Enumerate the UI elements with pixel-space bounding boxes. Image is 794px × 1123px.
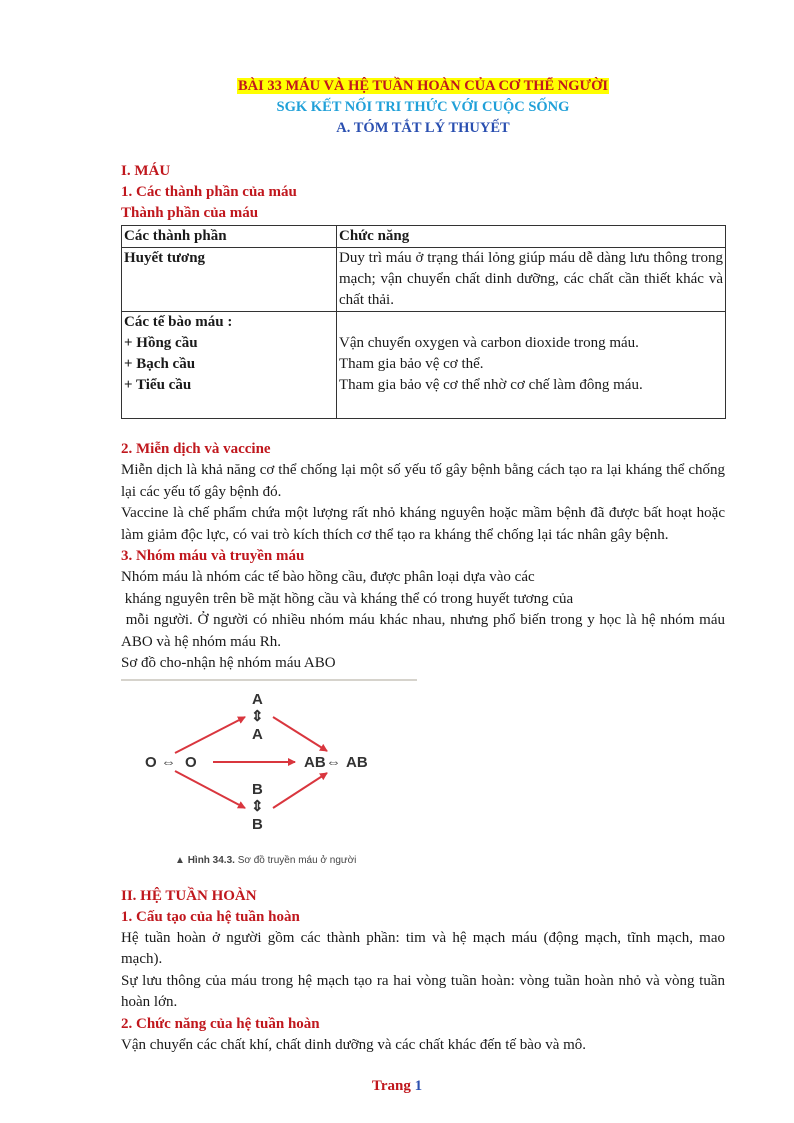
subheading-function: 2. Chức năng của hệ tuần hoàn [121,1015,320,1032]
heading-blood: I. MÁU [121,163,171,179]
paragraph: Vaccine là chế phẩm chứa một lượng rất nhỏ kháng nguyên hoặc mầm bệnh đã được bất hoạt hoặc làm giảm độc lực, có vai trò kích thích cơ thể tạo ra kháng thể chống lại tác nhân gây bệnh. [121,505,725,543]
vert-arrow-b: ⇕ [251,797,264,815]
cell-line: + Hồng cầu [124,335,198,351]
table-cell [337,312,726,419]
page-number: 1 [414,1078,423,1094]
textbook-subtitle: SGK KẾT NỐI TRI THỨC VỚI CUỘC SỐNG [276,99,570,115]
label-o-left: O [145,753,157,771]
subheading-structure: 1. Cấu tạo của hệ tuần hoàn [121,908,300,925]
page-content [121,76,728,1056]
arrow-b-to-ab [273,773,327,808]
table-cell: Huyết tương [122,248,337,312]
cell-line: Các tế bào máu : [124,314,233,330]
arrow-o-to-b [175,771,245,808]
cell-line: + Tiểu cầu [124,377,192,393]
vert-arrow-a: ⇕ [251,707,264,725]
paragraph: Miễn dịch là khả năng cơ thể chống lại một số yếu tố gây bệnh bằng cách tạo ra lại kháng thể chống lại các yếu tố gây bệnh đó. [121,462,725,500]
blood-components-table [121,225,726,419]
paragraph: Vận chuyển các chất khí, chất dinh dưỡng và các chất khác đến tế bào và mô. [121,1036,587,1053]
diagram-svg [145,687,385,857]
double-arrow-o: ⇔ [161,753,176,771]
section-title: A. TÓM TẮT LÝ THUYẾT [336,120,510,136]
caption-label: Hình 34.3. [187,854,235,866]
subheading-blood-groups: 3. Nhóm máu và truyền máu [121,548,305,564]
table-cell [122,312,337,419]
cell-line: + Bạch cầu [124,356,196,372]
paragraph: Hệ tuần hoàn ở người gồm các thành phần: tim và hệ mạch máu (động mạch, tĩnh mạch, mao mạch). [121,929,725,967]
paragraph-line: kháng nguyên trên bề mặt hồng cầu và kháng thể có trong huyết tương của [121,590,574,607]
label-a-top: A [252,690,263,708]
triangle-icon: ▲ [175,854,185,866]
subheading-blood-components: 1. Các thành phần của máu [121,184,297,200]
lesson-title: BÀI 33 MÁU VÀ HỆ TUẦN HOÀN CỦA CƠ THỂ NGƯỜI [237,78,609,94]
paragraph: mỗi người. Ở người có nhiều nhóm máu khác nhau, nhưng phổ biến trong y học là hệ nhóm máu ABO và hệ nhóm máu Rh. [121,612,728,650]
label-o-right: O [185,753,197,771]
arrow-a-to-ab [273,717,327,751]
label-ab-right: AB [346,753,368,771]
abo-transfusion-diagram [145,687,385,857]
page-footer [0,1078,794,1095]
divider [121,679,417,681]
diagram-intro: Sơ đồ cho-nhận hệ nhóm máu ABO [121,655,336,671]
label-b-mid: B [252,780,263,798]
table-cell: Duy trì máu ở trạng thái lỏng giúp máu dễ dàng lưu thông trong mạch; vận chuyển chất dinh dưỡng, các chất cần thiết khác và chất thải. [337,248,726,312]
table-header-cell: Các thành phần [122,226,337,248]
table-row [122,312,726,419]
cell-line: Vận chuyển oxygen và carbon dioxide trong máu. [339,335,639,351]
subheading-immunity: 2. Miễn dịch và vaccine [121,441,271,457]
double-arrow-ab: ⇔ [326,753,341,771]
cell-line: Tham gia bảo vệ cơ thể nhờ cơ chế làm đông máu. [339,377,643,393]
table-title: Thành phần của máu [121,205,259,221]
table-header-cell: Chức năng [337,226,726,248]
table-header-row [122,226,726,248]
paragraph-line: Nhóm máu là nhóm các tế bào hồng cầu, được phân loại dựa vào các [121,569,535,585]
table-row [122,248,726,312]
cell-line: Tham gia bảo vệ cơ thể. [339,356,484,372]
paragraph: Sự lưu thông của máu trong hệ mạch tạo ra hai vòng tuần hoàn: vòng tuần hoàn nhỏ và vòng tuần hoàn lớn. [121,972,725,1010]
document-header [121,76,725,139]
label-a-mid: A [252,725,263,743]
label-b-bottom: B [252,815,263,833]
label-ab-left: AB [304,753,326,771]
caption-text: Sơ đồ truyền máu ở người [234,854,357,866]
page-label: Trang [371,1078,415,1094]
heading-circulatory-system: II. HỆ TUẦN HOÀN [121,887,257,904]
arrow-o-to-a [175,717,245,753]
